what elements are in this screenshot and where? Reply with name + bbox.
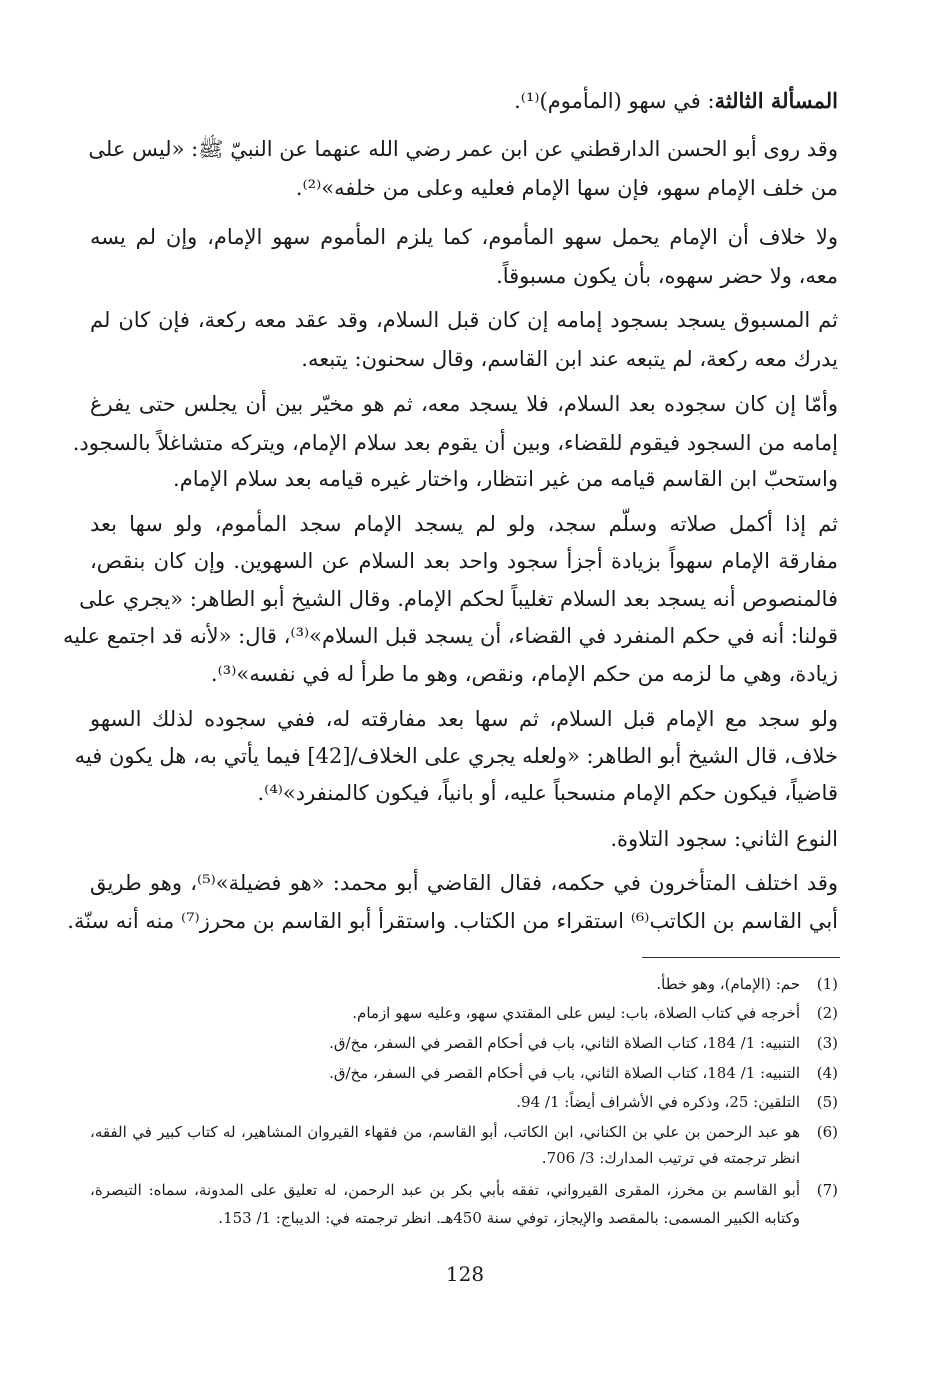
heading-label: المسألة الثالثة — [714, 88, 838, 113]
text-line: ولو سجد مع الإمام قبل السلام، ثم سها بعد مفارقته له، ففي سجوده لذلك السهو — [90, 707, 838, 731]
text-line: من خلف الإمام سهو، فإن سها الإمام فعليه وعلى من خلفه»⁽²⁾. — [295, 176, 838, 200]
footnote-number: (4) — [816, 1064, 838, 1082]
text-line: يدرك معه ركعة، لم يتبعه عند ابن القاسم، وقال سحنون: يتبعه. — [301, 347, 838, 371]
footnote-text: انظر ترجمته في ترتيب المدارك: 3/ 706. — [541, 1149, 800, 1167]
text-line: قولنا: أنه في حكم المنفرد في القضاء، أن يسجد قبل السلام»⁽³⁾، قال: «لأنه قد اجتمع عليه — [62, 624, 838, 648]
footnote-separator — [642, 957, 840, 958]
footnote-text: وكتابه الكبير المسمى: بالمقصد والإيجاز، توفي سنة 450هـ. انظر ترجمته في: الديباج: 1/ 153. — [218, 1209, 800, 1227]
text-line: قاضياً، فيكون حكم الإمام منسحباً عليه، أو بانياً، فيكون كالمنفرد»⁽⁴⁾. — [257, 781, 838, 805]
text-line: أبي القاسم بن الكاتب⁽⁶⁾ استقراء من الكتاب. واستقرأ أبو القاسم بن محرز⁽⁷⁾ منه أنه سنّة. — [67, 909, 838, 933]
text-line: زيادة، وهي ما لزمه من حكم الإمام، ونقص، وهو ما طرأ له في نفسه»⁽³⁾. — [210, 662, 838, 686]
text-line: واستحبّ ابن القاسم قيامه من غير انتظار، واختار غيره قيامه بعد سلام الإمام. — [173, 467, 838, 491]
text-line: خلاف، قال الشيخ أبو الطاهر: «ولعله يجري على الخلاف/[42] فيما يأتي به، هل يكون فيه — [74, 744, 838, 768]
text-line: وأمّا إن كان سجوده بعد السلام، فلا يسجد معه، ثم هو مخيّر بين أن يجلس حتى يفرغ — [90, 392, 838, 416]
text-line: النوع الثاني: سجود التلاوة. — [610, 827, 838, 851]
footnote-text: أبو القاسم بن مخرز، المقرى القيرواني، تفقه بأبي بكر بن عبد الرحمن، له تعليق على المدونة، سماه: التبصرة، — [90, 1181, 800, 1199]
footnote-text: حم: (الإمام)، وهو خطأ. — [656, 975, 800, 993]
text-line: ولا خلاف أن الإمام يحمل سهو المأموم، كما يلزم المأموم سهو الإمام، وإن لم يسه — [90, 225, 838, 249]
footnote-number: (1) — [816, 975, 838, 993]
heading-rest: : في سهو (المأموم)⁽¹⁾. — [514, 89, 715, 113]
text-line: وقد اختلف المتأخرون في حكمه، فقال القاضي أبو محمد: «هو فضيلة»⁽⁵⁾، وهو طريق — [90, 871, 839, 895]
footnote-text: التلقين: 25، وذكره في الأشراف أيضاً: 1/ 94. — [516, 1093, 800, 1111]
text-line: مفارقة الإمام سهواً بزيادة أجزأ سجود واحد بعد السلام عن السهوين. وإن كان بنقص، — [90, 549, 838, 573]
text-line: وقد روى أبو الحسن الدارقطني عن ابن عمر رضي الله عنهما عن النبيّ ﷺ: «ليس على — [88, 137, 838, 161]
footnote-number: (5) — [816, 1093, 838, 1111]
page-number: 128 — [445, 1262, 485, 1286]
footnote-number: (3) — [816, 1034, 838, 1052]
text-line: معه، ولا حضر سهوه، بأن يكون مسبوقاً. — [496, 264, 838, 288]
footnote-text: أخرجه في كتاب الصلاة، باب: ليس على المقتدي سهو، وعليه سهو ازمام. — [352, 1004, 800, 1022]
footnote-text: التنبيه: 1/ 184، كتاب الصلاة الثاني، باب في أحكام القصر في السفر، مخ/ق. — [329, 1064, 800, 1082]
text-line: إمامه من السجود فيقوم للقضاء، وبين أن يقوم بعد سلام الإمام، ويتركه متشاغلاً بالسجود. — [72, 431, 838, 455]
footnote-number: (2) — [816, 1004, 838, 1022]
text-line: ثم إذا أكمل صلاته وسلّم سجد، ولو لم يسجد الإمام سجد المأموم، ولو سها بعد — [90, 512, 838, 536]
footnote-text: هو عبد الرحمن بن علي بن الكناني، ابن الكاتب، أبو القاسم، من فقهاء القيروان المشاهير، له كتاب كبير في الفقه، — [90, 1123, 800, 1141]
footnote-number: (6) — [816, 1123, 838, 1141]
text-line: فالمنصوص أنه يسجد بعد السلام تغليباً لحكم الإمام. وقال الشيخ أبو الطاهر: «يجري على — [79, 587, 838, 611]
footnote-text: التنبيه: 1/ 184، كتاب الصلاة الثاني، باب في أحكام القصر في السفر، مخ/ق. — [329, 1034, 800, 1052]
text-line: ثم المسبوق يسجد بسجود إمامه إن كان قبل السلام، وقد عقد معه ركعة، فإن كان لم — [90, 308, 838, 332]
footnote-number: (7) — [816, 1181, 838, 1199]
section-heading — [90, 82, 838, 120]
